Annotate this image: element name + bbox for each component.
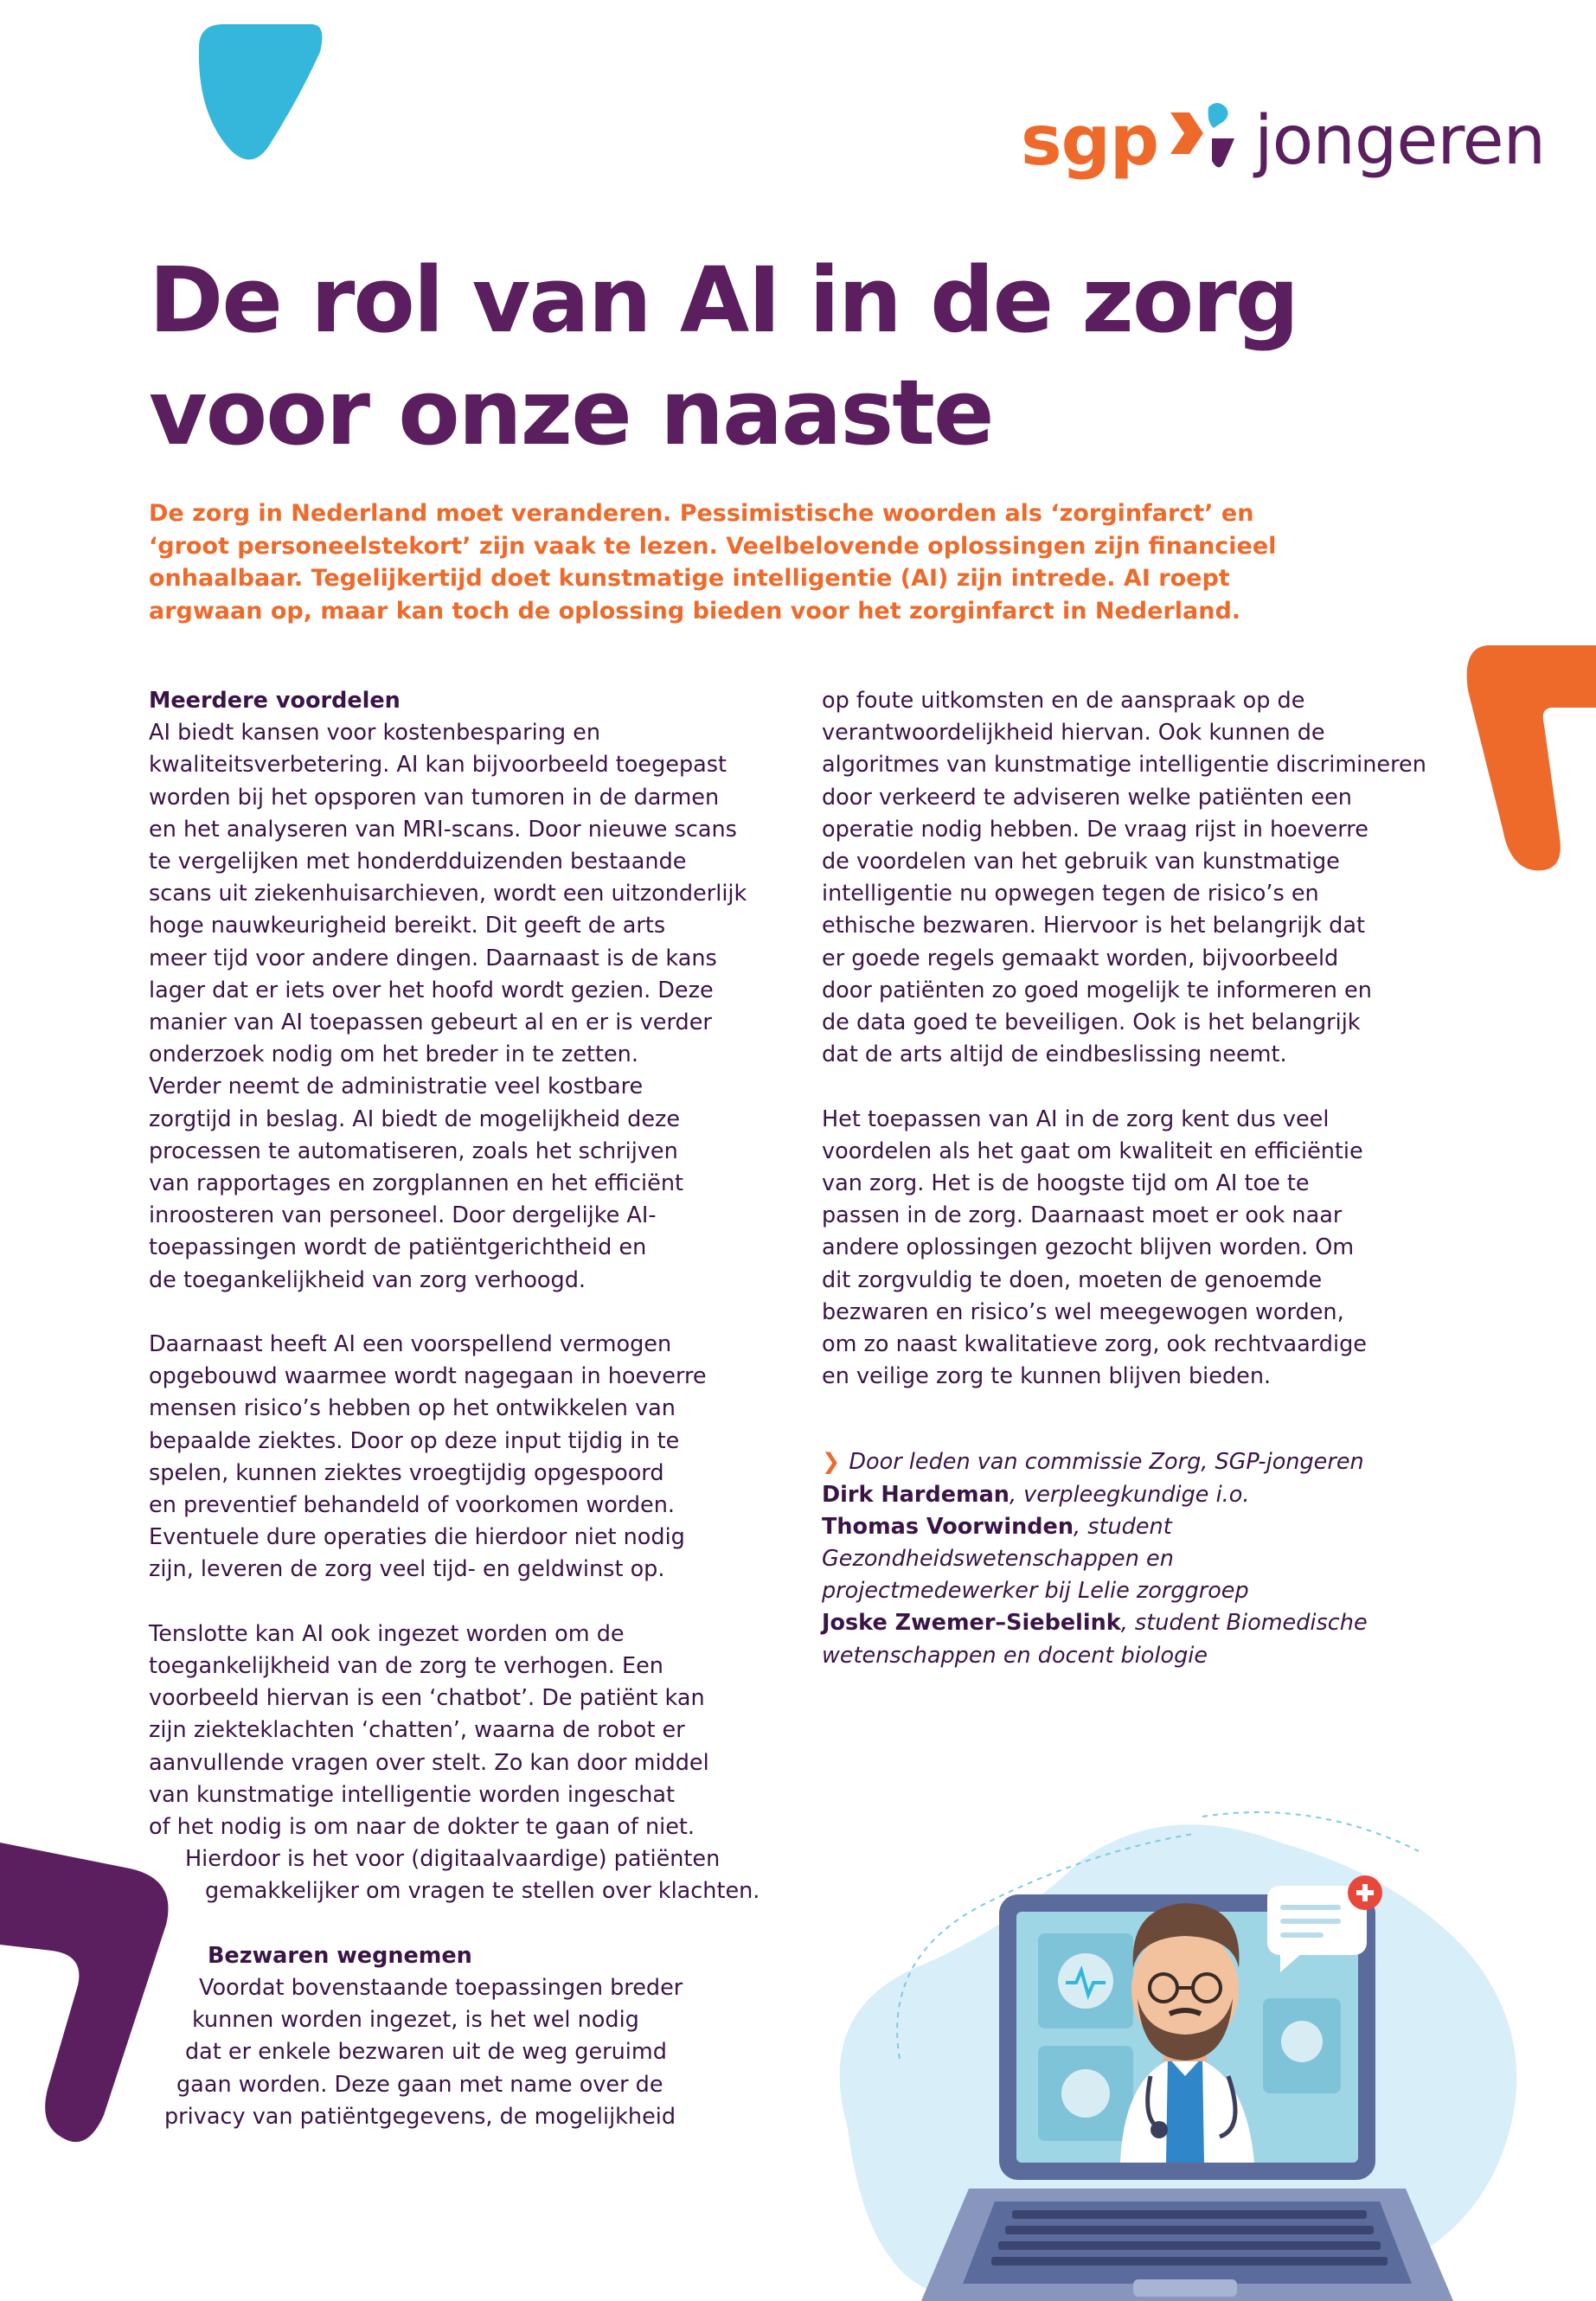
right-column [822,685,1466,1672]
chevron-right-icon: ❯ [822,1449,841,1476]
author-name: Joske Zwemer–Siebelink [822,1610,1121,1637]
text-line: en het analyseren van MRI-scans. Door nieuwe scans [149,816,737,843]
text-line: door patiënten zo goed mogelijk te informeren en [822,977,1372,1003]
text-line: processen te automatiseren, zoals het schrijven [149,1138,678,1164]
text-line: worden bij het opsporen van tumoren in de darmen [149,784,720,811]
doctor-laptop-icon [796,1782,1540,2301]
title-line: voor onze naaste [149,360,993,465]
text-line: Daarnaast heeft AI een voorspellend vermogen [149,1331,672,1358]
blue-corner-shape [190,17,329,160]
paragraph [149,1618,780,1908]
text-line: operatie nodig hebben. De vraag rijst in hoeverre [822,816,1368,843]
text-line: dat er enkele bezwaren uit de weg geruimd [185,2039,667,2066]
text-line: lager dat er iets over het hoofd wordt gezien. Deze [149,977,714,1003]
paragraph [149,1329,780,1586]
credit-line: wetenschappen en docent biologie [822,1642,1208,1669]
text-line: passen in de zorg. Daarnaast moet er ook naar [822,1202,1343,1229]
text-line: gemakkelijker om vragen te stellen over klachten. [205,1878,760,1905]
text-line: Voordat bovenstaande toepassingen breder [199,1975,683,2002]
text-line: door verkeerd te adviseren welke patiënten een [822,784,1352,811]
text-line: kunnen worden ingezet, is het wel nodig [192,2007,639,2034]
credits-intro [822,1446,1466,1478]
text-line: hoge nauwkeurigheid bereikt. Dit geeft de arts [149,913,666,939]
sgp-jongeren-logo [1021,93,1546,189]
credits-intro-text: Door leden van commissie Zorg, SGP-jongeren [849,1449,1364,1476]
paragraph [149,717,780,1297]
logo-x-icon [1163,100,1241,178]
author-role: , student Biomedische [1120,1610,1368,1637]
text-line: onderzoek nodig om het breder in te zetten. [149,1042,638,1068]
text-line: intelligentie nu opwegen tegen de risico’s en [822,881,1319,907]
text-line: de toegankelijkheid van zorg verhoogd. [149,1266,586,1293]
intro-line: argwaan op, maar kan toch de oplossing bieden voor het zorginfarct in Nederland. [149,597,1241,625]
title-line: De rol van AI in de zorg [149,247,1298,353]
logo-jongeren-text: jongeren [1254,102,1546,180]
text-line: toegankelijkheid van de zorg te verhogen. Een [149,1653,663,1680]
text-line: er goede regels gemaakt worden, bijvoorbeeld [822,945,1339,971]
text-line: aanvullende vragen over stelt. Zo kan door middel [149,1749,709,1776]
intro-paragraph [149,497,1277,627]
author-name: Dirk Hardeman [822,1481,1010,1508]
credit-line [822,1607,1466,1639]
paragraph [149,1972,780,2133]
text-line: privacy van patiëntgegevens, de mogelijkheid [164,2103,676,2130]
credit-line: Gezondheidswetenschappen en [822,1546,1174,1573]
text-line: toepassingen wordt de patiëntgerichtheid en [149,1234,647,1261]
text-line: opgebouwd waarmee wordt nagegaan in hoeverre [149,1363,707,1390]
text-line: de data goed te beveiligen. Ook is het belangrijk [822,1009,1361,1036]
credit-line [822,1479,1466,1511]
text-line: dit zorgvuldig te doen, moeten de genoemde [822,1266,1323,1293]
text-line: kwaliteitsverbetering. AI kan bijvoorbeeld toegepast [149,752,727,779]
text-line: Tenslotte kan AI ook ingezet worden om de [149,1620,625,1647]
text-line: Hierdoor is het voor (digitaalvaardige) patiënten [185,1846,721,1873]
text-line: dat de arts altijd de eindbeslissing neemt. [822,1042,1287,1068]
text-line: verantwoordelijkheid hiervan. Ook kunnen de [822,720,1325,747]
text-line: meer tijd voor andere dingen. Daarnaast is de kans [149,945,717,971]
text-line: of het nodig is om naar de dokter te gaan of niet. [149,1814,695,1841]
intro-line: onhaalbaar. Tegelijkertijd doet kunstmatige intelligentie (AI) zijn intrede. AI roept [149,565,1230,592]
text-line: ethische bezwaren. Hiervoor is het belangrijk dat [822,913,1365,939]
author-role: , student [1074,1513,1172,1540]
text-line: te vergelijken met honderdduizenden bestaande [149,849,687,875]
text-line: Het toepassen van AI in de zorg kent dus veel [822,1106,1330,1132]
text-line: voordelen als het gaat om kwaliteit en efficiëntie [822,1138,1363,1164]
text-line: AI biedt kansen voor kostenbesparing en [149,720,600,747]
text-line: manier van AI toepassen gebeurt al en er is verder [149,1009,712,1036]
text-line: mensen risico’s hebben op het ontwikkelen van [149,1395,676,1422]
section-heading-bezwaren: Bezwaren wegnemen [208,1942,472,1969]
author-role: , verpleegkundige i.o. [1009,1481,1250,1508]
intro-line: ‘groot personeelstekort’ zijn vaak te lezen. Veelbelovende oplossingen zijn financieel [149,532,1277,560]
text-line: de voordelen van het gebruik van kunstmatige [822,849,1340,875]
text-line: en veilige zorg te kunnen blijven bieden. [822,1363,1272,1390]
text-line: Eventuele dure operaties die hierdoor niet nodig [149,1524,685,1551]
text-line: zijn ziekteklachten ‘chatten’, waarna de robot er [149,1717,685,1744]
logo-sgp-text: sgp [1021,100,1159,181]
text-line: en preventief behandeld of voorkomen worden. [149,1492,675,1519]
intro-line: De zorg in Nederland moet veranderen. Pessimistische woorden als ‘zorginfarct’ en [149,500,1254,527]
text-line: van zorg. Het is de hoogste tijd om AI toe te [822,1170,1310,1197]
credit-line [822,1511,1466,1543]
text-line: inroosteren van personeel. Door dergelijke AI- [149,1202,657,1229]
paragraph [822,1104,1466,1394]
page-title [149,244,1343,469]
text-line: scans uit ziekenhuisarchieven, wordt een uitzonderlijk [149,881,747,907]
text-line: om zo naast kwalitatieve zorg, ook rechtvaardige [822,1331,1367,1358]
text-line: op foute uitkomsten en de aanspraak op de [822,688,1305,714]
text-line: van kunstmatige intelligentie worden ingeschat [149,1781,676,1808]
author-credits [822,1446,1466,1671]
text-line: Verder neemt de administratie veel kostbare [149,1074,644,1100]
text-line: van rapportages en zorgplannen en het efficiënt [149,1170,683,1197]
text-line: zorgtijd in beslag. AI biedt de mogelijkheid deze [149,1106,681,1132]
author-name: Thomas Voorwinden [822,1513,1074,1540]
text-line: bepaalde ziektes. Door op deze input tijdig in te [149,1427,680,1454]
text-line: gaan worden. Deze gaan met name over de [176,2071,663,2098]
paragraph [822,685,1466,1071]
text-line: bezwaren en risico’s wel meegewogen worden, [822,1298,1344,1325]
left-column [149,685,780,2133]
text-line: algoritmes van kunstmatige intelligentie discrimineren [822,752,1426,779]
credit-line: projectmedewerker bij Lelie zorggroep [822,1578,1249,1605]
text-line: andere oplossingen gezocht blijven worden. Om [822,1234,1355,1261]
text-line: zijn, leveren de zorg veel tijd- en geldwinst op. [149,1556,665,1583]
orange-corner-shape [1458,638,1596,881]
text-line: voorbeeld hiervan is een ‘chatbot’. De patiënt kan [149,1685,705,1712]
section-heading-voordelen: Meerdere voordelen [149,688,401,714]
text-line: spelen, kunnen ziektes vroegtijdig opgespoord [149,1459,664,1486]
